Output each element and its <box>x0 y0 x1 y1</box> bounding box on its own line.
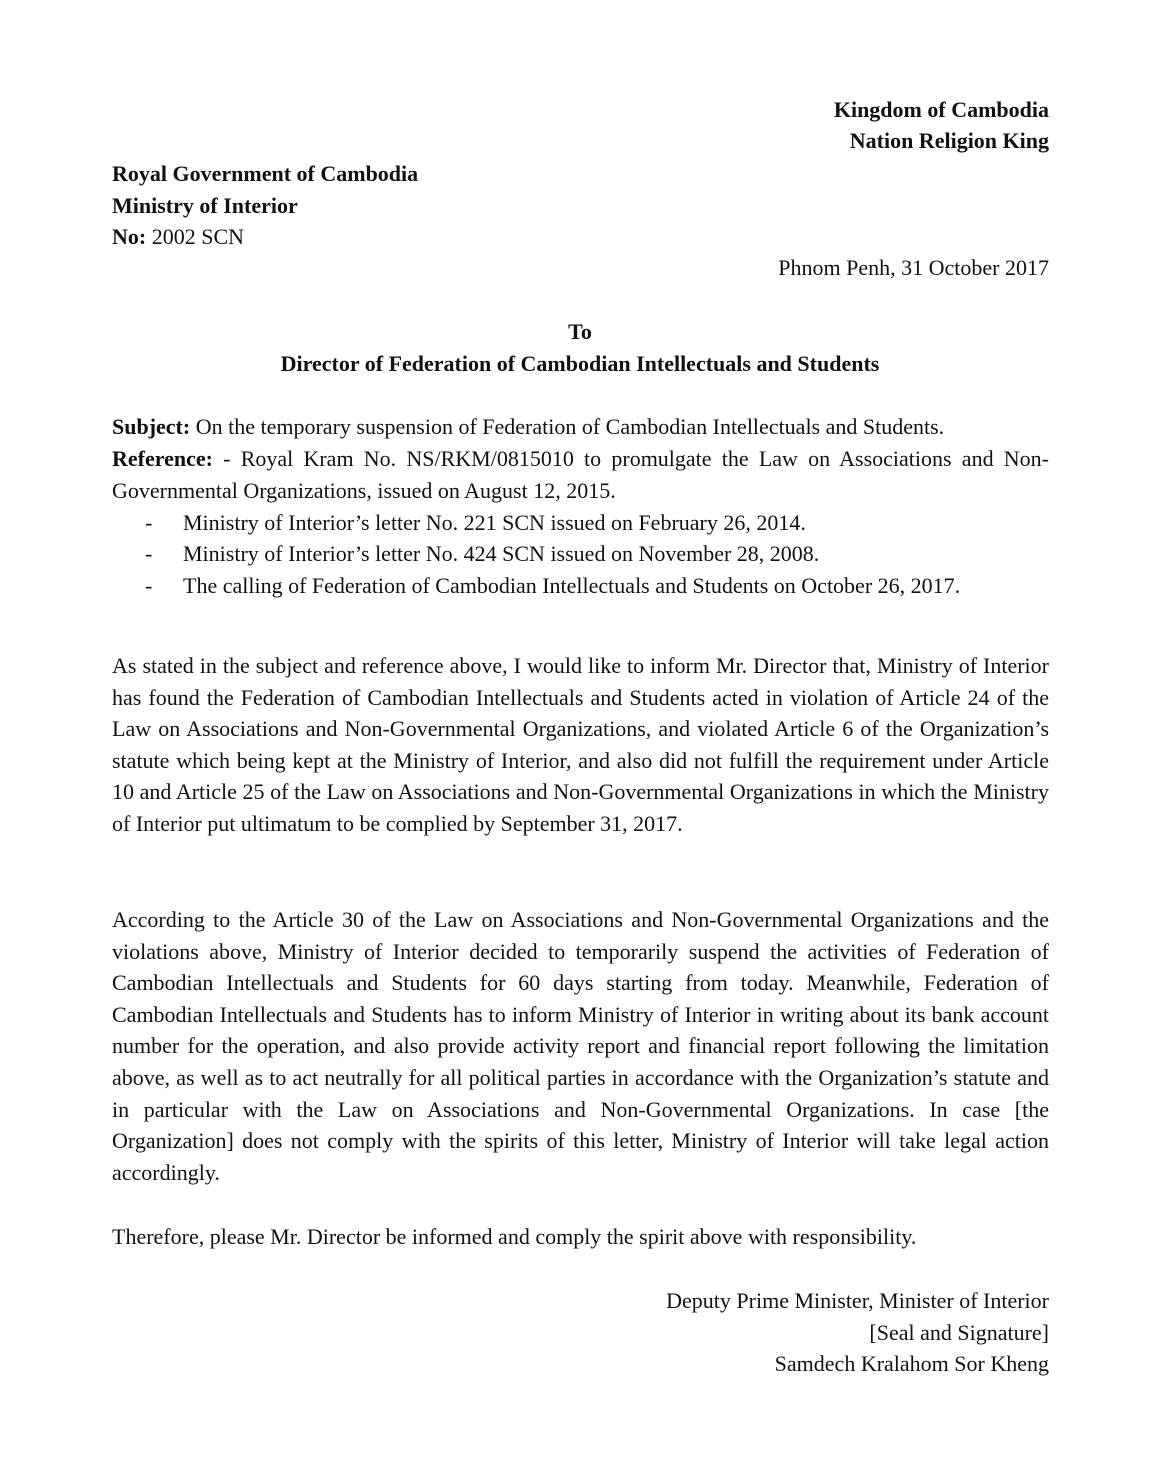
reference-item-text: Ministry of Interior’s letter No. 221 SCN issued on February 26, 2014. <box>183 510 806 535</box>
body-paragraph-3: Therefore, please Mr. Director be informed and comply the spirit above with responsibility. <box>112 1224 917 1249</box>
kingdom-heading: Kingdom of Cambodia <box>833 97 1049 122</box>
dash-marker: - <box>145 510 153 535</box>
reference-first <box>112 443 1049 507</box>
reference-item <box>145 538 819 570</box>
government-name: Royal Government of Cambodia <box>112 161 419 186</box>
reference-item-text: The calling of Federation of Cambodian Intellectuals and Students on October 26, 2017. <box>183 573 961 598</box>
dash-marker: - <box>145 541 153 566</box>
signatory-title: Deputy Prime Minister, Minister of Interior <box>666 1288 1049 1313</box>
subject-label: Subject: <box>112 414 191 439</box>
letter-number-label: No: <box>112 224 147 249</box>
subject-line <box>112 411 944 443</box>
reference-item <box>145 507 806 539</box>
seal-signature-note: [Seal and Signature] <box>869 1320 1049 1345</box>
motto-heading: Nation Religion King <box>849 128 1049 153</box>
addressee-to: To <box>568 319 592 344</box>
letter-number <box>112 221 244 253</box>
dash-marker: - <box>145 573 153 598</box>
place-date: Phnom Penh, 31 October 2017 <box>778 255 1049 280</box>
ministry-name: Ministry of Interior <box>112 193 298 218</box>
reference-item-text: Ministry of Interior’s letter No. 424 SCN issued on November 28, 2008. <box>183 541 820 566</box>
letter-number-value: 2002 SCN <box>146 224 245 249</box>
body-paragraph-2: According to the Article 30 of the Law on Associations and Non-Governmental Organizations and the violations above, Ministry of Interior decided to temporarily suspend the activities of Federation of Cambodian Intellectuals and Students for 60 days starting from today. Meanwhile, Federation of Cambodian Intellectuals and Students has to inform Ministry of Interior in writing about its bank account number for the operation, and also provide activity report and financial report following the limitation above, as well as to act neutrally for all political parties in accordance with the Organization’s statute and in particular with the Law on Associations and Non-Governmental Organizations. In case [the Organization] does not comply with the spirits of this letter, Ministry of Interior will take legal action accordingly. <box>112 907 1049 1185</box>
signatory-name: Samdech Kralahom Sor Kheng <box>774 1351 1049 1376</box>
reference-item <box>145 570 960 602</box>
reference-first-text: - Royal Kram No. NS/RKM/0815010 to promulgate the Law on Associations and Non-Governmental Organizations, issued on August 12, 2015. <box>112 446 1049 503</box>
body-paragraph-1: As stated in the subject and reference above, I would like to inform Mr. Director that, Ministry of Interior has found the Federation of Cambodian Intellectuals and Students acted in violation of Article 24 of the Law on Associations and Non-Governmental Organizations, and violated Article 6 of the Organization’s statute which being kept at the Ministry of Interior, and also did not fulfill the requirement under Article 10 and Article 25 of the Law on Associations and Non-Governmental Organizations in which the Ministry of Interior put ultimatum to be complied by September 31, 2017. <box>112 653 1049 836</box>
reference-label: Reference: <box>112 446 213 471</box>
addressee-recipient: Director of Federation of Cambodian Intellectuals and Students <box>280 351 880 376</box>
subject-text: On the temporary suspension of Federation of Cambodian Intellectuals and Students. <box>190 414 945 439</box>
